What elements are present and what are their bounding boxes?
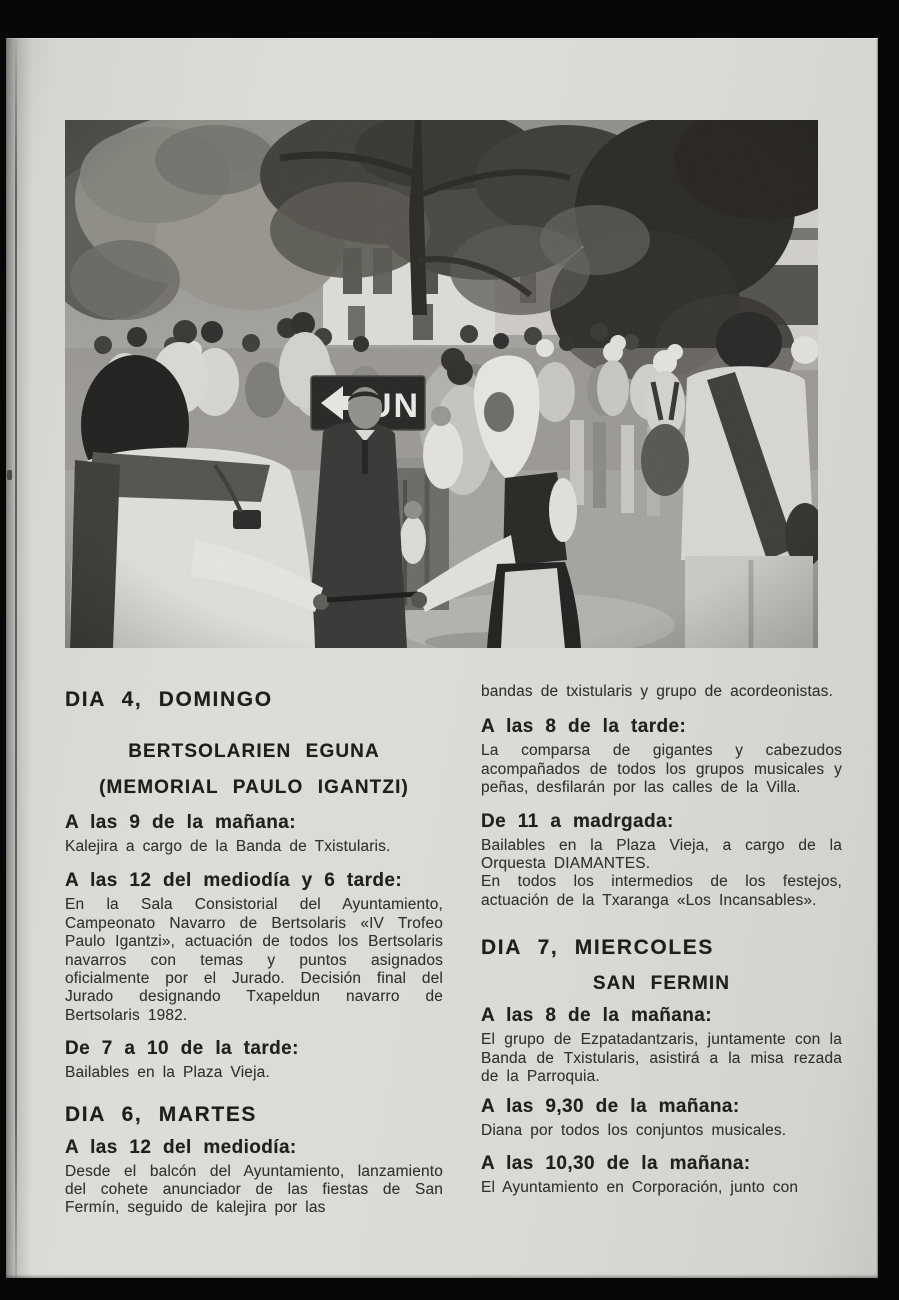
event-text-cohete: Desde el balcón del Ayuntamiento, lanzamiento del cohete anunciador de las fiestas de San Fermín, seguido de kalejira por las bbox=[65, 1162, 443, 1217]
event-title-memorial: (MEMORIAL PAULO IGANTZI) bbox=[99, 777, 409, 798]
event-text-kalejira: Kalejira a cargo de la Banda de Txistularis. bbox=[65, 838, 391, 855]
day-heading-dia-6: DIA 6, MARTES bbox=[65, 1102, 258, 1126]
event-text-orquesta bbox=[481, 837, 842, 911]
time-heading-7-a-10: De 7 a 10 de la tarde: bbox=[65, 1038, 299, 1060]
event-text-comparsa: La comparsa de gigantes y cabezudos acompañados de todos los grupos musicales y peñas, desfilarán por las calles de la Villa. bbox=[481, 742, 842, 797]
event-text-corporacion: El Ayuntamiento en Corporación, junto con bbox=[481, 1178, 799, 1196]
time-heading-930-manana: A las 9,30 de la mañana: bbox=[481, 1096, 740, 1118]
day-heading-dia-4: DIA 4, DOMINGO bbox=[65, 688, 273, 711]
event-text-ezpatadantzaris: El grupo de Ezpatadantzaris, juntamente con la Banda de Txistularis, asistirá a la misa rezada de la Parroquia. bbox=[481, 1031, 842, 1086]
schedule-column-right bbox=[481, 683, 842, 1197]
booklet-page bbox=[6, 38, 878, 1278]
event-text-orquesta-line: Bailables en la Plaza Vieja, a cargo de la Orquesta DIAMANTES. bbox=[481, 836, 842, 873]
time-heading-12-y-6: A las 12 del mediodía y 6 tarde: bbox=[65, 870, 403, 892]
time-heading-1030-manana: A las 10,30 de la mañana: bbox=[481, 1152, 751, 1174]
time-heading-11-madrugada: De 11 a madrgada: bbox=[481, 810, 674, 832]
time-heading-8-tarde: A las 8 de la tarde: bbox=[481, 716, 687, 738]
day-heading-dia-7: DIA 7, MIERCOLES bbox=[481, 936, 715, 960]
time-heading-8-manana: A las 8 de la mañana: bbox=[481, 1005, 712, 1027]
event-title-san-fermin: SAN FERMIN bbox=[592, 973, 731, 995]
event-text-bandas: bandas de txistularis y grupo de acordeonistas. bbox=[481, 683, 834, 700]
festival-photo-art bbox=[65, 120, 818, 648]
photo-grain bbox=[65, 120, 818, 648]
page-gutter-shadow bbox=[6, 38, 32, 1278]
schedule-column-left bbox=[65, 688, 443, 1218]
event-title-bertsolarien: BERTSOLARIEN EGUNA bbox=[128, 741, 380, 762]
staple-mark bbox=[7, 470, 12, 480]
event-text-diana: Diana por todos los conjuntos musicales. bbox=[481, 1122, 787, 1140]
time-heading-12-mediodia: A las 12 del mediodía: bbox=[65, 1136, 297, 1158]
event-text-txaranga-line: En todos los intermedios de los festejos, actuación de la Txaranga «Los Incansables». bbox=[481, 873, 842, 909]
event-text-bailables: Bailables en la Plaza Vieja. bbox=[65, 1064, 270, 1082]
event-text-campeonato: En la Sala Consistorial del Ayuntamiento, Campeonato Navarro de Bertsolaris «IV Trofeo Paulo Igantzi», actuación de todos los Bertsolaris navarros con temas y puntos asignados oficialmente por el Jurado. Decisión final del Jurado designando Txapeldun navarro de Bertsolaris 1982. bbox=[65, 896, 443, 1024]
page-crease-line bbox=[15, 38, 17, 1278]
time-heading-9-manana: A las 9 de la mañana: bbox=[65, 812, 296, 833]
festival-photo bbox=[65, 120, 818, 648]
